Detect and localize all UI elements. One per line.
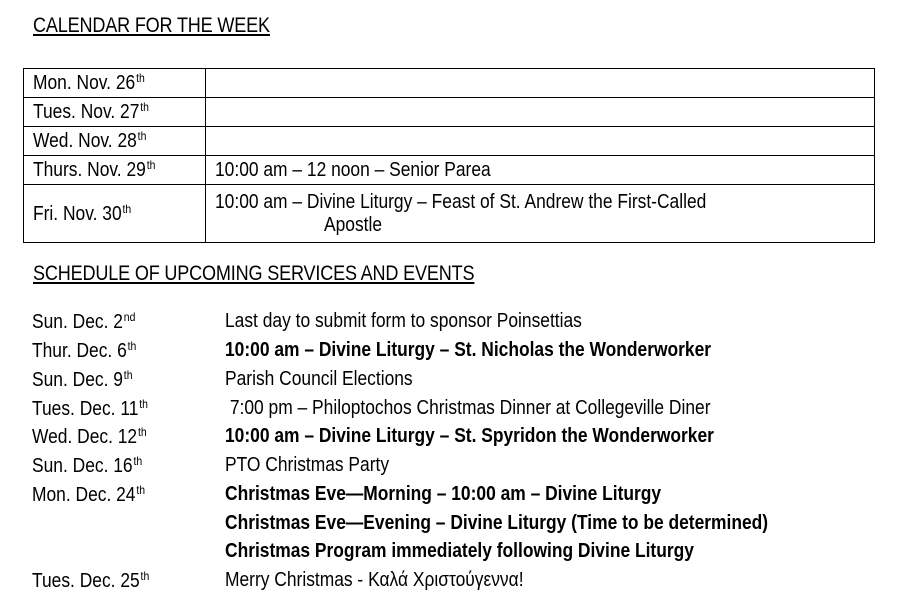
day-cell [24, 185, 206, 243]
day-suffix: th [137, 129, 147, 143]
schedule-event: 10:00 am – Divine Liturgy – St. Nicholas the Wonderworker [225, 339, 712, 361]
schedule-date: Wed. Dec. 12 [32, 426, 138, 448]
event-cell [206, 127, 875, 156]
date-suffix: th [127, 339, 137, 353]
date-suffix: nd [123, 310, 136, 324]
date-suffix: th [139, 397, 148, 411]
schedule-event: Christmas Eve—Morning – 10:00 am – Divine Liturgy [225, 483, 662, 505]
day-cell [24, 127, 206, 156]
schedule-event: Parish Council Elections [225, 368, 413, 390]
table-row [24, 127, 875, 156]
day-suffix: th [140, 100, 149, 114]
day-label: Thurs. Nov. 29 [33, 159, 146, 181]
day-suffix: th [136, 71, 145, 85]
table-row [24, 185, 875, 243]
date-suffix: th [123, 368, 133, 382]
day-label: Mon. Nov. 26 [33, 72, 136, 94]
day-cell [24, 69, 206, 98]
day-label: Fri. Nov. 30 [33, 202, 122, 225]
schedule-date: Sun. Dec. 16 [32, 455, 133, 477]
day-cell [24, 156, 206, 185]
day-suffix: th [122, 201, 132, 216]
schedule-event: Last day to submit form to sponsor Poinsettias [225, 310, 582, 332]
day-label: Tues. Nov. 27 [33, 101, 140, 123]
date-suffix: th [133, 454, 143, 468]
schedule-date: Sun. Dec. 9 [32, 369, 123, 391]
schedule-date: Tues. Dec. 25 [32, 570, 140, 592]
schedule-event: 10:00 am – Divine Liturgy – St. Spyridon the Wonderworker [225, 425, 714, 447]
table-row [24, 98, 875, 127]
event-cell [206, 69, 875, 98]
week-calendar-table [23, 68, 875, 243]
table-row [24, 156, 875, 185]
table-row [24, 69, 875, 98]
schedule-event: PTO Christmas Party [225, 454, 390, 476]
schedule-date: Thur. Dec. 6 [32, 340, 127, 362]
schedule-event: Christmas Eve—Evening – Divine Liturgy (Time to be determined) [225, 512, 769, 534]
date-suffix: th [137, 425, 147, 439]
event-cell [206, 185, 875, 243]
event-cell [206, 98, 875, 127]
schedule-event: 7:00 pm – Philoptochos Christmas Dinner at Collegeville Diner [225, 397, 711, 419]
event-label: 10:00 am – Divine Liturgy – Feast of St. Andrew the First-Called [215, 190, 707, 213]
schedule-date: Tues. Dec. 11 [32, 398, 139, 420]
calendar-heading: CALENDAR FOR THE WEEK [33, 14, 270, 37]
day-suffix: th [146, 158, 156, 172]
event-label: 10:00 am – 12 noon – Senior Parea [215, 158, 491, 181]
date-suffix: th [140, 569, 150, 583]
schedule-date: Sun. Dec. 2 [32, 311, 123, 333]
event-label-continued: Apostle [324, 213, 383, 236]
date-suffix: th [136, 483, 146, 497]
day-label: Wed. Nov. 28 [33, 130, 137, 152]
schedule-event: Christmas Program immediately following Divine Liturgy [225, 540, 694, 562]
schedule-date: Mon. Dec. 24 [32, 484, 136, 506]
schedule-event: Merry Christmas - Καλά Χριστούγεννα! [225, 569, 524, 591]
day-cell [24, 98, 206, 127]
schedule-heading: SCHEDULE OF UPCOMING SERVICES AND EVENTS [33, 262, 475, 285]
event-cell [206, 156, 875, 185]
